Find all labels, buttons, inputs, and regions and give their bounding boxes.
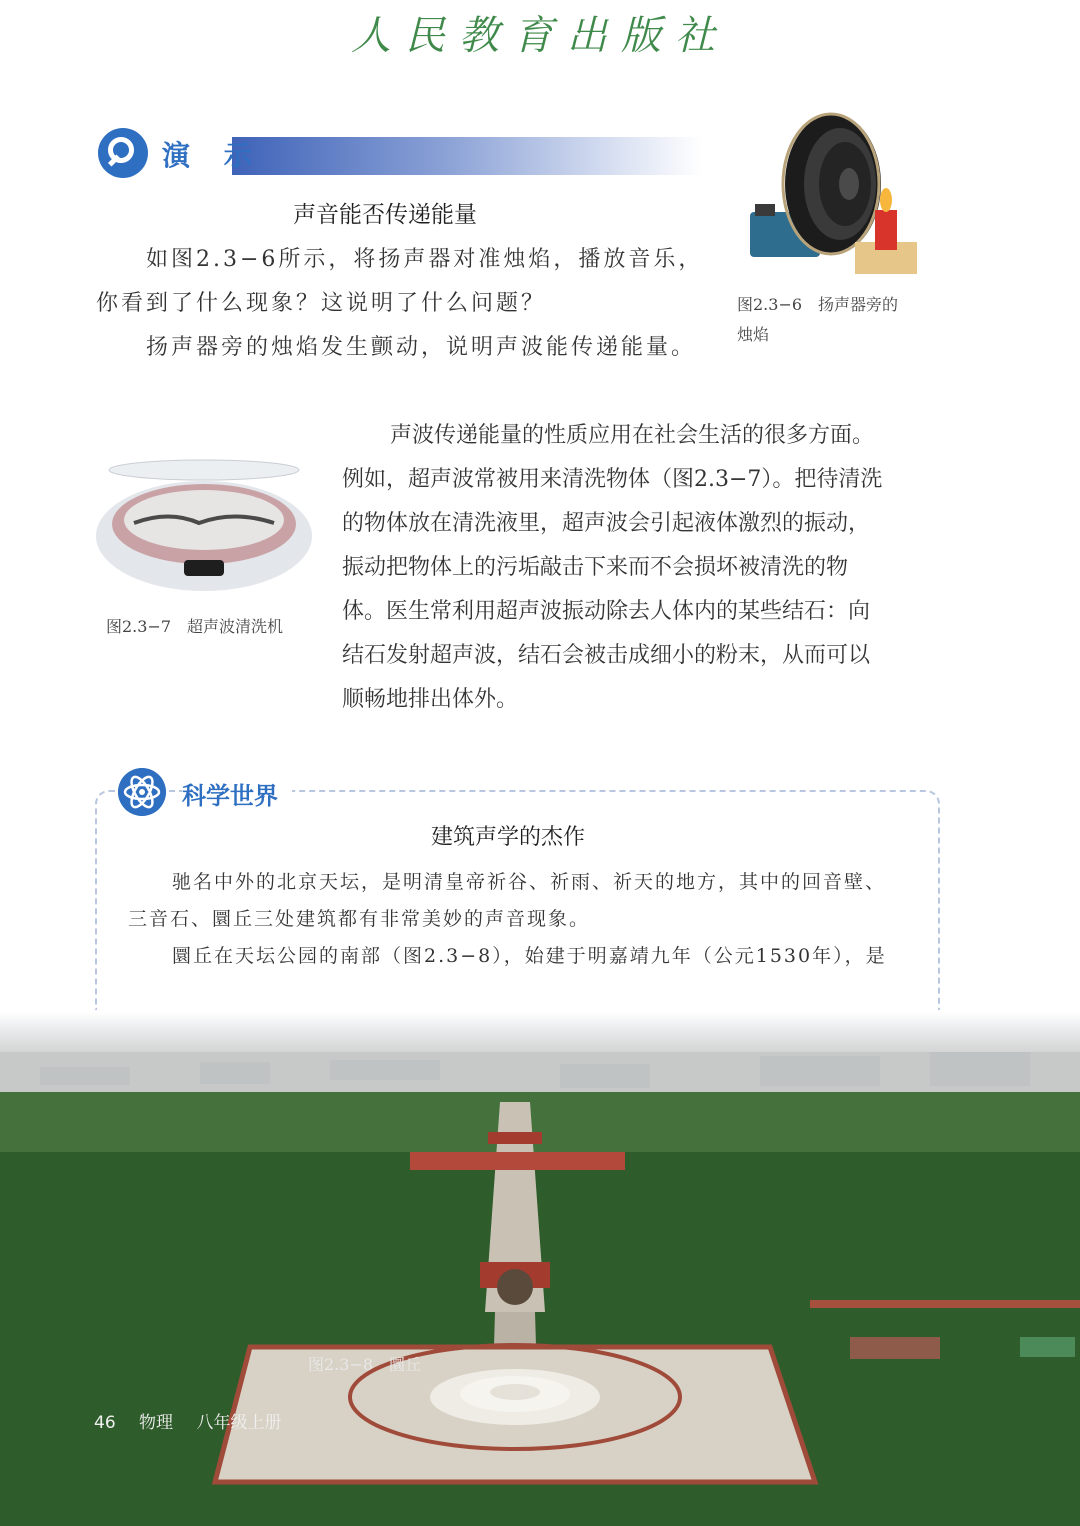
- demo-line-3: 扬声器旁的烛焰发生颤动，说明声波能传递能量。: [146, 335, 697, 360]
- body-line-5: 体。医生常利用超声波振动除去人体内的某些结石：向: [342, 599, 871, 624]
- body-line-4: 振动把物体上的污垢敲击下来而不会损坏被清洗的物: [342, 555, 849, 580]
- page-footer: [94, 1408, 281, 1433]
- footer-grade: 八年级上册: [196, 1413, 282, 1433]
- figure-2-3-7-caption: 图2.3−7 超声波清洗机: [106, 617, 284, 636]
- atom-icon: [118, 768, 166, 816]
- demo-label: 演 示: [162, 139, 264, 172]
- demo-line-2: 你看到了什么现象？这说明了什么问题？: [96, 291, 547, 316]
- demo-line-1: 如图2.3−6所示，将扬声器对准烛焰，播放音乐，: [146, 247, 704, 272]
- science-line-1: 驰名中外的北京天坛，是明清皇帝祈谷、祈雨、祈天的地方，其中的回音壁、: [172, 871, 887, 893]
- science-line-3: 圜丘在天坛公园的南部（图2.3−8），始建于明嘉靖九年（公元1530年），是: [172, 945, 887, 967]
- body-line-2: 例如，超声波常被用来清洗物体（图2.3−7）。把待清洗: [342, 467, 883, 492]
- speaker-candle-image: [745, 112, 925, 277]
- publisher-logo: 人民教育出版社: [351, 13, 729, 59]
- demo-title: 声音能否传递能量: [293, 202, 477, 228]
- science-line-2: 三音石、圜丘三处建筑都有非常美妙的声音现象。: [128, 908, 591, 930]
- figure-2-3-6-caption-line-1: 图2.3−6 扬声器旁的: [737, 295, 899, 314]
- body-line-3: 的物体放在清洗液里，超声波会引起液体激烈的振动，: [342, 511, 871, 536]
- ultrasonic-cleaner-image: [94, 458, 314, 598]
- temple-of-heaven-photo: [0, 1012, 1080, 1526]
- body-line-6: 结石发射超声波，结石会被击成细小的粉末，从而可以: [342, 643, 871, 668]
- science-world-label: 科学世界: [182, 776, 292, 811]
- demo-header-bar: [232, 137, 702, 175]
- figure-2-3-8-caption: 图2.3−8 圜丘: [308, 1355, 422, 1374]
- page-number: 46: [94, 1413, 116, 1433]
- body-line-7: 顺畅地排出体外。: [342, 687, 519, 712]
- science-title: 建筑声学的杰作: [431, 825, 586, 850]
- magnifier-icon: [98, 128, 148, 178]
- footer-subject: 物理: [139, 1413, 174, 1433]
- figure-2-3-6-caption-line-2: 烛焰: [737, 325, 770, 344]
- body-line-1: 声波传递能量的性质应用在社会生活的很多方面。: [390, 423, 875, 448]
